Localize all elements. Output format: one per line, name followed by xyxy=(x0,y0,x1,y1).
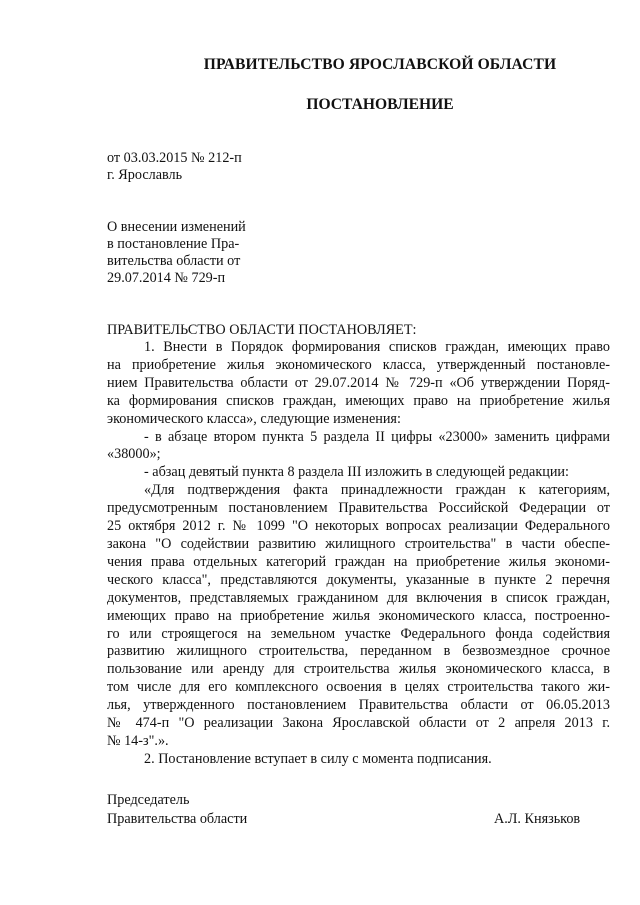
body-line: - абзац девятый пункта 8 раздела III изложить в следующей редакции: xyxy=(144,464,569,481)
subject-line: в постановление Пра- xyxy=(107,236,240,252)
decree-intro: ПРАВИТЕЛЬСТВО ОБЛАСТИ ПОСТАНОВЛЯЕТ: xyxy=(107,322,417,338)
subject-line: О внесении изменений xyxy=(107,219,246,235)
body-line: на приобретение жилья экономического класса, утвержденный постановле- xyxy=(107,356,610,373)
body-line: имеющих право на приобретение жилья экономического класса, построенно- xyxy=(107,607,610,624)
body-line: «38000»; xyxy=(107,446,161,463)
signature-name: А.Л. Князьков xyxy=(494,811,581,827)
document-subject xyxy=(107,219,246,287)
subject-line: 29.07.2014 № 729-п xyxy=(107,270,226,286)
body-line: развитию жилищного строительства, переданном в безвозмездное срочное xyxy=(107,643,610,660)
body-line: го или строящегося на земельном участке Федерального фонда содействия xyxy=(107,625,610,642)
organization-title: ПРАВИТЕЛЬСТВО ЯРОСЛАВСКОЙ ОБЛАСТИ xyxy=(203,56,557,73)
document-type-title: ПОСТАНОВЛЕНИЕ xyxy=(306,96,454,113)
body-line: закона "О содействии развитию жилищного строительства" в части обеспе- xyxy=(107,535,610,552)
signature-position-line: Правительства области xyxy=(107,811,248,827)
body-line: 1. Внести в Порядок формирования списков граждан, имеющих право xyxy=(144,339,610,355)
body-line: ческого класса", представляются документы, указанные в пункте 2 перечня xyxy=(107,571,610,588)
body-line: № 474-п "О реализации Закона Ярославской области от 2 апреля 2013 г. xyxy=(107,715,610,732)
document-meta xyxy=(107,150,242,184)
body-line: нием Правительства области от 29.07.2014 № 729-п «Об утверждении Поряд- xyxy=(107,374,610,391)
body-line: - в абзаце втором пункта 5 раздела II цифры «23000» заменить цифрами xyxy=(144,428,610,445)
signature-position xyxy=(107,791,247,829)
subject-line: вительства области от xyxy=(107,253,241,269)
body-line: 2. Постановление вступает в силу с момента подписания. xyxy=(144,750,492,767)
body-line: лья, утвержденного постановлением Правительства области от 06.05.2013 xyxy=(107,697,610,714)
body-line: 25 октября 2012 г. № 1099 "О некоторых вопросах реализации Федерального xyxy=(107,518,610,535)
document-body xyxy=(107,339,610,769)
body-line: документов, представляемых гражданином для включения в список граждан, xyxy=(107,589,610,606)
city: г. Ярославль xyxy=(107,167,183,183)
body-line: пользование или аренду для строительства жилья экономического класса, в xyxy=(107,661,610,678)
body-line: предусмотренным постановлением Правительства Российской Федерации от xyxy=(107,500,610,517)
date-number: от 03.03.2015 № 212-п xyxy=(107,150,242,166)
body-line: том числе для его комплексного освоения в целях строительства такого жи- xyxy=(107,679,610,696)
body-line: «Для подтверждения факта принадлежности граждан к категориям, xyxy=(144,482,610,499)
body-line: чения права отдельных категорий граждан на приобретение жилья экономи- xyxy=(107,553,610,570)
body-line: № 14-з".». xyxy=(107,732,169,749)
body-line: экономического класса», следующие изменения: xyxy=(107,410,401,427)
signature-position-line: Председатель xyxy=(107,792,190,808)
body-line: ка формирования списков граждан, имеющих право на приобретение жилья xyxy=(107,392,610,409)
